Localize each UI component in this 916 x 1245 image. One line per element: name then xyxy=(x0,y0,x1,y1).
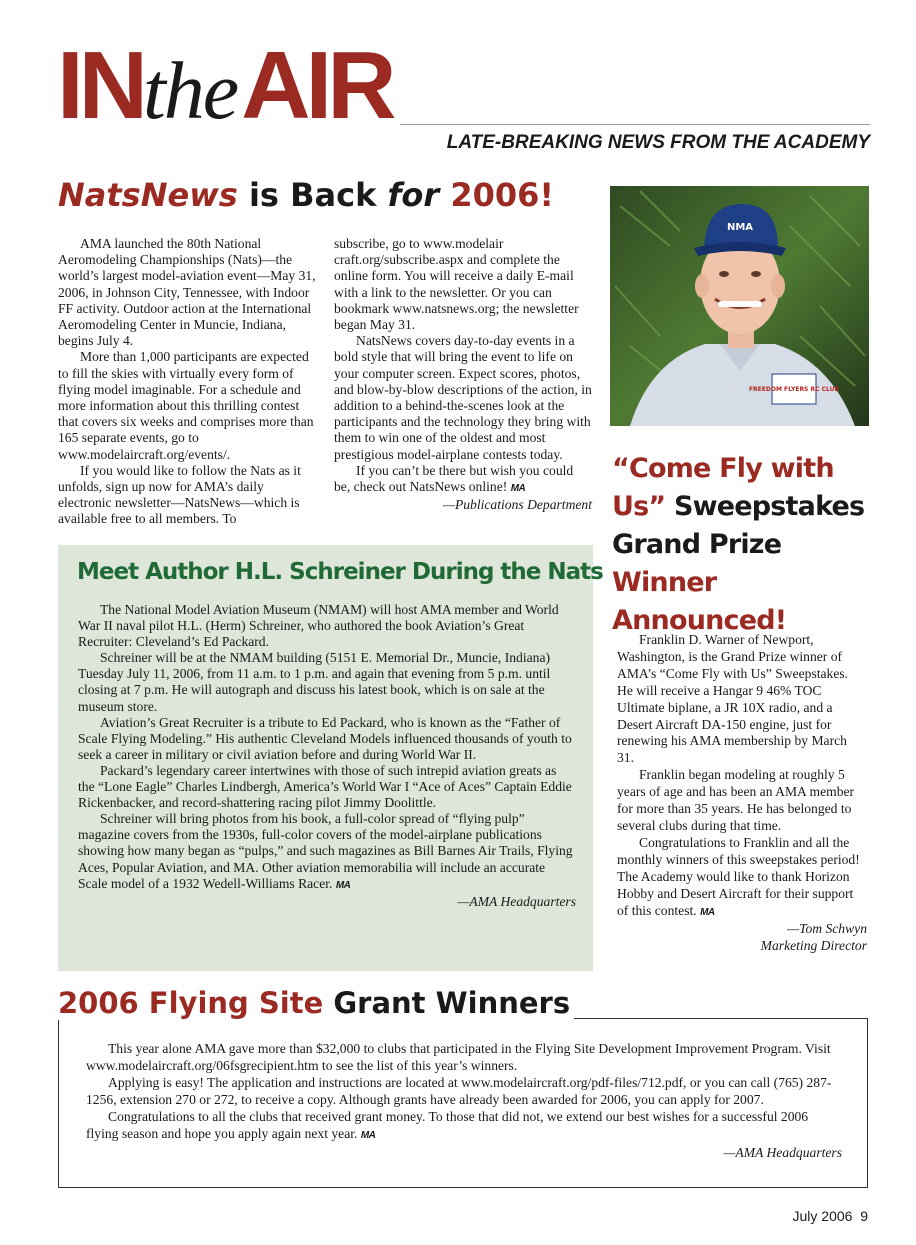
grant-paragraph-last xyxy=(86,1108,842,1144)
grant-paragraph: Applying is easy! The application and instructions are located at www.modelaircraft.org/pdf-files/712.pdf, or you can call (765) 287-1256, extension 270 or 272, to receive a copy. Although grants have already been awarded for 2006, you can apply for 2007. xyxy=(86,1075,832,1107)
nats-signature: —Publications Department xyxy=(442,497,592,513)
sweep-headline-us: Us” xyxy=(612,491,666,522)
schreiner-paragraph-text: Schreiner will bring photos from his book, a full-color spread of “flying pulp” magazine covers from the 1930s, full-color covers of the model-airplane publications showing how many began as “pulps,” and such magazines as Bill Barnes Air Trails, Flying Aces, Popular Aviation, and MA. Other aviation memorabilia will include an accurate Scale model of a 1932 Wedell-Williams Racer. xyxy=(78,811,573,891)
winner-photo-illustration xyxy=(610,186,869,426)
sweep-headline-grand-prize: Grand Prize xyxy=(612,529,782,560)
nats-headline-year: 2006! xyxy=(439,176,554,214)
sweep-headline-line1: “Come Fly with xyxy=(612,453,834,484)
masthead-logo xyxy=(57,32,392,139)
nats-paragraph: More than 1,000 participants are expected to fill the skies with virtually every form of flying model imaginable. For a schedule and more information about this thrilling contest that covers six weeks and comprises more than 165 separate events, go to www.modelaircraft.org/events/. xyxy=(58,349,314,462)
winner-photo xyxy=(610,186,869,426)
sweep-paragraph: Franklin D. Warner of Newport, Washington, is the Grand Prize winner of AMA’s “Come Fly with Us” Sweepstakes. He will receive a Hangar 9 46% TOC Ultimate biplane, a JR 10X radio, and a Desert Aircraft DA-150 engine, just for renewing his AMA membership by March 31. xyxy=(617,632,849,766)
nats-column-1 xyxy=(58,236,316,528)
schreiner-signature: —AMA Headquarters xyxy=(457,893,576,909)
sweep-headline-winner: Winner xyxy=(612,567,717,598)
nats-paragraph: If you would like to follow the Nats as it unfolds, sign up now for AMA’s daily electronic newsletter—NatsNews—which is available free to all members. To xyxy=(58,462,301,527)
sweep-headline-announced: Announced! xyxy=(612,605,787,636)
sweep-paragraph-last xyxy=(617,835,867,922)
hat-text: NMA xyxy=(726,222,754,233)
schreiner-headline: Meet Author H.L. Schreiner During the Nats xyxy=(77,559,603,585)
schreiner-paragraph: Packard’s legendary career intertwines with those of such intrepid aviation greats as the “Lone Eagle” Charles Lindbergh, America’s World War I “Ace of Aces” Captain Eddie Rickenbacker, and record-shattering racing pilot Jimmy Doolittle. xyxy=(78,762,572,811)
sweep-paragraph-text: Congratulations to Franklin and all the monthly winners of this sweepstakes period! The Academy would like to thank Horizon Hobby and Desert Aircraft for their support of this contest. xyxy=(617,834,860,918)
nats-headline-natsnews: NatsNews xyxy=(58,176,238,214)
sweep-headline-sweepstakes: Sweepstakes xyxy=(665,491,865,522)
nats-headline xyxy=(58,176,554,214)
sweepstakes-body xyxy=(617,632,867,955)
grant-headline xyxy=(58,986,574,1020)
sweep-signature-title: Marketing Director xyxy=(760,938,867,954)
nats-paragraph: AMA launched the 80th National Aeromodeling Championships (Nats)—the world’s largest model-aviation event—May 31, 2006, in Johnson City, Tennessee, with Indoor FF activity. Outdoor action at the International Aeromodeling Center in Muncie, Indiana, begins July 4. xyxy=(58,236,316,349)
masthead-rule xyxy=(400,124,870,125)
nats-column-2 xyxy=(334,236,592,513)
ma-end-mark: MA xyxy=(700,906,715,918)
ma-end-mark: MA xyxy=(335,879,351,891)
grant-headline-black: Grant Winners xyxy=(323,986,571,1020)
nats-paragraph-text: If you can’t be there but wish you could be, check out NatsNews online! xyxy=(334,462,574,495)
nats-paragraph: subscribe, go to www.modelair craft.org/subscribe.aspx and complete the online form. You will receive a daily E-mail with a link to the newsletter. Or you can bookmark www.natsnews.org; the newsletter began May 31. xyxy=(334,236,579,333)
nats-headline-mid: is Back xyxy=(237,176,388,214)
masthead-tagline: LATE-BREAKING NEWS FROM THE ACADEMY xyxy=(446,132,870,153)
schreiner-body xyxy=(78,602,576,910)
schreiner-paragraph: The National Model Aviation Museum (NMAM) will host AMA member and World War II naval pilot H.L. (Herm) Schreiner, who authored the book Aviation’s Great Recruiter: Cleveland’s Ed Packard. xyxy=(78,602,559,650)
schreiner-paragraph-last xyxy=(78,811,576,893)
page-folio: July 2006 9 xyxy=(792,1208,868,1224)
masthead-the: the xyxy=(143,45,238,136)
grant-signature: —AMA Headquarters xyxy=(723,1145,842,1160)
nats-headline-for: for xyxy=(387,176,440,214)
sweepstakes-headline xyxy=(612,450,872,640)
schreiner-paragraph: Aviation’s Great Recruiter is a tribute to Ed Packard, who is known as the “Father of Scale Flying Modeling.” His authentic Cleveland Models influenced thousands of youth to seek a career in military or civil aviation before and during World War II. xyxy=(78,714,572,762)
nats-paragraph: NatsNews covers day-to-day events in a bold style that will bring the event to life on your computer screen. Expect scores, photos, and blow-by-blow descriptions of the action, in addition to a behind-the-scenes look at the participants and the technology they bring with them to win one of the oldest and most prestigious model-airplane contests today. xyxy=(334,333,592,462)
grant-headline-red: 2006 Flying Site xyxy=(58,986,324,1020)
masthead-in: IN xyxy=(57,32,143,139)
grant-body xyxy=(86,1040,842,1161)
grant-paragraph-text: Congratulations to all the clubs that received grant money. To those that did not, we extend our best wishes for a successful 2006 flying season and hope you apply again next year. xyxy=(86,1109,809,1141)
shirt-logo-text: FREEDOM FLYERS RC CLUB xyxy=(748,386,840,393)
ma-end-mark: MA xyxy=(360,1130,376,1141)
schreiner-paragraph: Schreiner will be at the NMAM building (5151 E. Memorial Dr., Muncie, Indiana) Tuesday July 11, 2006, from 11 a.m. to 1 p.m. and again that evening from 5 p.m. until closing at 7 p.m. He will autograph and discuss his latest book, which is on sale at the museum store. xyxy=(78,650,551,714)
ma-end-mark: MA xyxy=(510,483,526,495)
grant-paragraph: This year alone AMA gave more than $32,000 to clubs that participated in the Flying Site Development Improvement Program. Visit www.modelaircraft.org/06fsgrecipient.htm to see the list of this year’s winners. xyxy=(86,1041,831,1073)
sweep-signature-name: —Tom Schwyn xyxy=(787,921,867,937)
masthead-air: AIR xyxy=(241,32,392,139)
nats-paragraph-last xyxy=(334,463,592,497)
sweep-paragraph: Franklin began modeling at roughly 5 years of age and has been an AMA member for more than 35 years. He has belonged to several clubs during that time. xyxy=(617,767,855,833)
